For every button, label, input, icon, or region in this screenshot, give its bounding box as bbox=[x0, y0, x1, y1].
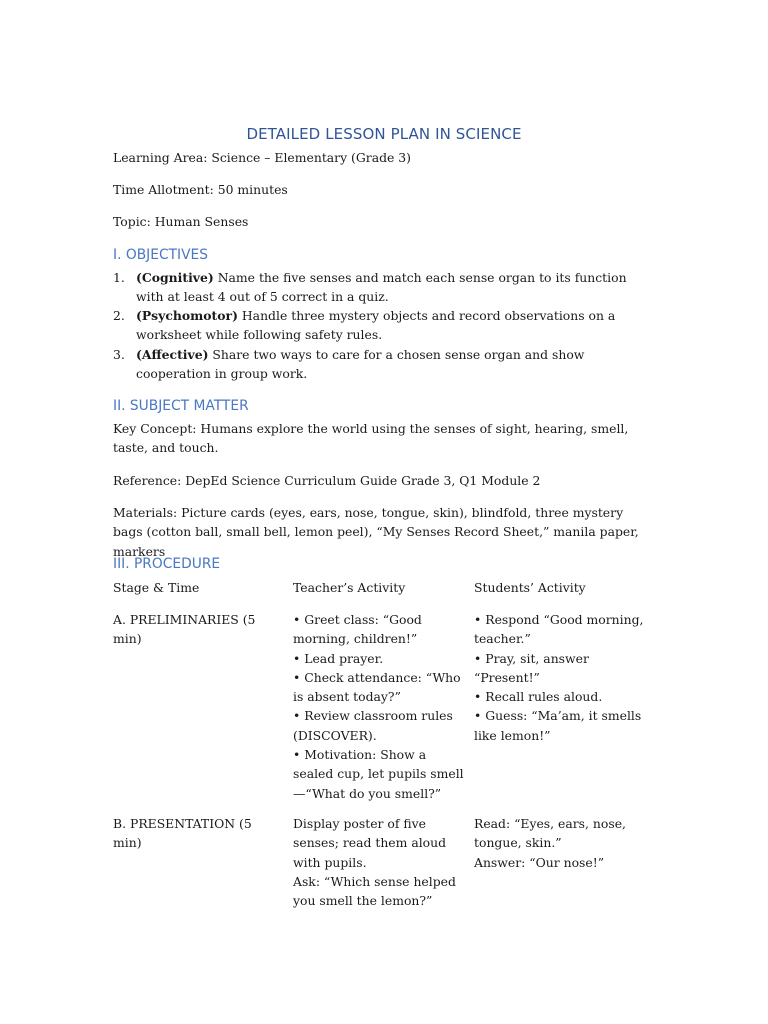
materials: Materials: Picture cards (eyes, ears, nose, tongue, skin), blindfold, three mystery bags (cotton ball, small bell, lemon peel), “My Senses Record Sheet,” manila paper, markers bbox=[113, 505, 639, 559]
objective-item bbox=[136, 306, 651, 345]
objective-label: (Affective) bbox=[136, 347, 209, 362]
list-item: Answer: “Our nose!” bbox=[474, 854, 605, 870]
list-item: • Respond “Good morning, teacher.” bbox=[474, 612, 644, 647]
key-concept: Key Concept: Humans explore the world using the senses of sight, hearing, smell, taste, and touch. bbox=[113, 421, 629, 456]
table-row-teacher bbox=[293, 610, 465, 803]
procedure-heading: III. PROCEDURE bbox=[113, 556, 221, 572]
list-item: Display poster of five senses; read them aloud with pupils. bbox=[293, 816, 447, 870]
column-header-students: Students’ Activity bbox=[474, 580, 586, 595]
objective-number: 1. bbox=[113, 270, 125, 285]
objective-item bbox=[136, 345, 651, 384]
reference: Reference: DepEd Science Curriculum Guide Grade 3, Q1 Module 2 bbox=[113, 473, 541, 488]
objective-number: 3. bbox=[113, 347, 125, 362]
learning-area: Learning Area: Science – Elementary (Grade 3) bbox=[113, 150, 412, 165]
list-item: • Review classroom rules (DISCOVER). bbox=[293, 708, 453, 743]
list-item: • Greet class: “Good morning, children!” bbox=[293, 612, 422, 647]
objective-item bbox=[136, 268, 651, 307]
objective-label: (Psychomotor) bbox=[136, 308, 238, 323]
column-header-stage: Stage & Time bbox=[113, 580, 200, 595]
list-item: Ask: “Which sense helped you smell the lemon?” bbox=[293, 873, 456, 909]
subject-matter-heading: II. SUBJECT MATTER bbox=[113, 398, 249, 414]
objective-text: Share two ways to care for a chosen sense organ and show cooperation in group work. bbox=[136, 347, 585, 382]
table-row-stage: A. PRELIMINARIES (5 min) bbox=[113, 612, 256, 647]
table-row-stage: B. PRESENTATION (5 min) bbox=[113, 816, 252, 851]
document-title: DETAILED LESSON PLAN IN SCIENCE bbox=[246, 125, 522, 143]
objective-number: 2. bbox=[113, 308, 125, 323]
objectives-heading: I. OBJECTIVES bbox=[113, 247, 208, 263]
objective-label: (Cognitive) bbox=[136, 270, 214, 285]
column-header-teacher: Teacher’s Activity bbox=[293, 580, 406, 595]
list-item: • Guess: “Ma’am, it smells like lemon!” bbox=[474, 708, 642, 743]
list-item: • Lead prayer. bbox=[293, 650, 384, 666]
table-row-students bbox=[474, 610, 654, 745]
topic: Topic: Human Senses bbox=[113, 214, 249, 229]
list-item: Read: “Eyes, ears, nose, tongue, skin.” bbox=[474, 816, 626, 851]
time-allotment: Time Allotment: 50 minutes bbox=[113, 182, 288, 197]
list-item: • Pray, sit, answer “Present!” bbox=[474, 650, 589, 685]
objective-text: Name the five senses and match each sense organ to its function with at least 4 out of 5 correct in a quiz. bbox=[136, 270, 627, 305]
table-row-students bbox=[474, 814, 654, 872]
list-item: • Recall rules aloud. bbox=[474, 689, 603, 705]
list-item: • Motivation: Show a sealed cup, let pupils smell —“What do you smell?” bbox=[293, 747, 464, 801]
list-item: • Check attendance: “Who is absent today?” bbox=[293, 669, 461, 705]
table-row-teacher bbox=[293, 814, 465, 910]
objective-text: Handle three mystery objects and record observations on a worksheet while following safety rules. bbox=[136, 308, 616, 343]
